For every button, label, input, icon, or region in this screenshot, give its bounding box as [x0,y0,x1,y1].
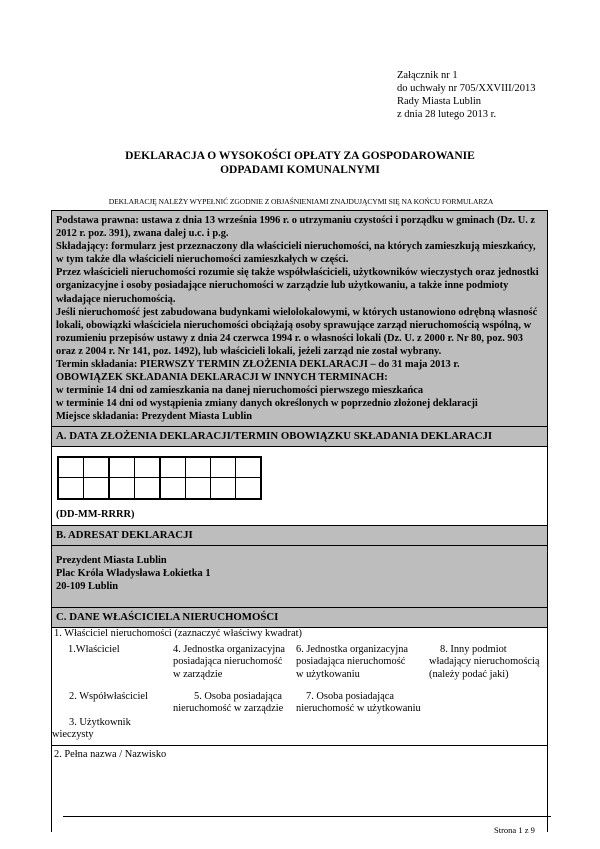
option-label: w zarządzie [173,668,223,680]
option-label: władający nieruchomością [429,656,540,668]
option-label: 6. Jednostka organizacyjna [296,643,409,655]
page-number: Strona 1 z 9 [494,825,535,835]
owner-option-person-usage[interactable] [296,691,421,716]
option-label: 2. Współwłaściciel [69,690,148,702]
date-cell[interactable] [186,458,211,498]
date-cell[interactable] [135,458,161,498]
deadline-label: Termin składania: [56,359,140,371]
owner-option-owner[interactable] [68,644,120,657]
document-title [50,149,550,177]
date-format-label: (DD-MM-RRRR) [56,508,135,520]
submitter-text: formularz jest przeznaczony dla właścicieli nieruchomości, na których zamieszkują mieszkańcy, w tym także dla właścicieli nieruchomości zamieszkałych w części. [56,241,536,266]
date-input-grid[interactable] [57,456,262,500]
option-label: 3. Użytkownik [69,716,131,728]
deadline-text: PIERWSZY TERMIN ZŁOŻENIA DEKLARACJI – do 31 maja 2013 r. [139,359,460,371]
obligation-heading: OBOWIĄZEK SKŁADANIA DEKLARACJI W INNYCH TERMINACH: [56,372,388,384]
annex-line: Załącznik nr 1 [397,70,458,81]
option-label: 8. Inny podmiot [440,643,507,655]
submitter-label: Składający: [56,241,112,253]
owner-option-person-management[interactable] [173,691,283,716]
option-label: posiadająca nieruchomość [296,656,406,668]
submission-place-text: Prezydent Miasta Lublin [141,411,253,423]
date-cell[interactable] [110,458,135,498]
option-label: posiadająca nieruchomość [173,656,283,668]
option-label: w użytkowaniu [296,668,360,680]
section-c-heading: C. DANE WŁAŚCICIELA NIERUCHOMOŚCI [52,608,547,628]
option-label: 1.Właściciel [68,643,120,655]
option-label: nieruchomość w zarządzie [173,703,284,715]
submission-place [56,410,543,423]
title-line: DEKLARACJA O WYSOKOŚCI OPŁATY ZA GOSPODAROWANIE [125,150,475,162]
multi-unit-note: Jeśli nieruchomość jest zabudowana budynkami wielolokalowymi, w których ustanowiono odrębną własność lokali, obowiązki właściciela nieruchomości obciążają osoby sprawujące zarząd nieruchomością wspólną, w rozumieniu przepisów ustawy z dnia 24 czerwca 1994 r. o własności lokali (Dz. U. z 2000 r. Nr 80, poz. 903 oraz z 2004 r. Nr 141, poz. 1492), lub właścicieli lokali, jeżeli zarząd nie został wybrany. [56,306,538,357]
owner-option-co-owner[interactable] [69,691,148,704]
owner-option-other[interactable] [429,644,540,682]
date-cell[interactable] [161,458,186,498]
addressee-line: Plac Króla Władysława Łokietka 1 [56,567,211,579]
option-label: nieruchomość w użytkowaniu [296,703,421,715]
owner-type-question: 1. Właściciel nieruchomości (zaznaczyć właściwy kwadrat) [54,627,302,639]
date-cell[interactable] [84,458,110,498]
addressee-block [52,546,547,608]
option-label: 5. Osoba posiadająca [194,690,283,702]
option-label: (należy podać jaki) [429,668,509,680]
addressee-line: Prezydent Miasta Lublin [56,554,167,566]
legal-basis-label: Podstawa prawna: [56,215,142,226]
full-name-label: 2. Pełna nazwa / Nazwisko [54,748,167,760]
option-label: wieczysty [52,729,94,741]
submission-place-label: Miejsce składania: [56,411,142,423]
option-label: 7. Osoba posiadająca [306,690,395,702]
owner-type-field [52,628,547,746]
section-b-heading: B. ADRESAT DEKLARACJI [52,526,547,546]
owner-option-perpetual-user[interactable] [52,717,131,742]
option-label: 4. Jednostka organizacyjna [173,643,286,655]
legal-basis [56,214,543,240]
section-a-heading: A. DATA ZŁOŻENIA DEKLARACJI/TERMIN OBOWIĄZKU SKŁADANIA DEKLARACJI [52,427,547,447]
annex-note [397,69,536,121]
owners-definition: Przez właścicieli nieruchomości rozumie się także współwłaścicieli, użytkowników wieczystych oraz jednostki organizacyjne i osoby posiadające nieruchomości w zarządzie lub użytkowaniu, a także inne podmioty władające nieruchomością. [56,267,539,305]
obligation-item: w terminie 14 dni od zamieszkania na danej nieruchomości pierwszego mieszkańca [56,385,424,397]
annex-line: Rady Miasta Lublin [397,96,481,107]
deadline [56,358,543,371]
submitter [56,240,543,266]
date-cell[interactable] [59,458,84,498]
section-a-date [52,447,547,526]
addressee-line: 20-109 Lublin [56,580,119,592]
owner-option-org-usage[interactable] [296,644,408,682]
date-cell[interactable] [211,458,236,498]
declaration-form [51,210,548,832]
annex-line: do uchwały nr 705/XXVIII/2013 [397,83,536,94]
footer-divider [63,816,551,817]
legal-basis-text: ustawa z dnia 13 września 1996 r. o utrzymaniu czystości i porządku w gminach (Dz. U. z 2012 r. poz. 391), zwana dalej u.c. i p.g. [56,215,536,240]
title-line: ODPADAMI KOMUNALNYMI [220,164,380,176]
legal-basis-section [52,211,547,427]
date-cell[interactable] [236,458,260,498]
annex-line: z dnia 28 lutego 2013 r. [397,109,497,120]
owner-option-org-management[interactable] [173,644,285,682]
obligation-item: w terminie 14 dni od wystąpienia zmiany danych określonych w poprzednio złożonej deklaracji [56,398,478,410]
full-name-field[interactable] [52,746,547,832]
fill-instruction: DEKLARACJĘ NALEŻY WYPEŁNIĆ ZGODNIE Z OBJAŚNIENIAMI ZNAJDUJĄCYMI SIĘ NA KOŃCU FORMULARZA [108,197,494,206]
